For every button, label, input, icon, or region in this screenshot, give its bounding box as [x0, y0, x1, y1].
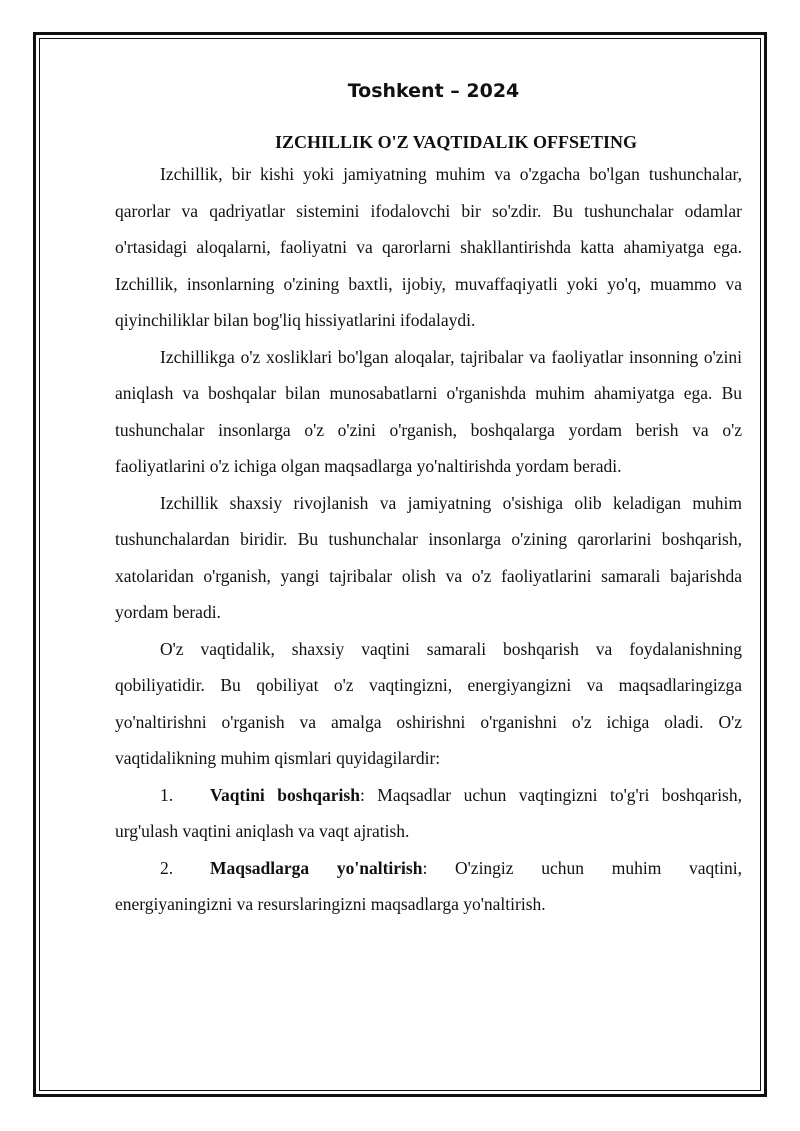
document-body [115, 76, 742, 923]
list-item-text: : Maqsadlar uchun vaqtingizni to'g'ri boshqarish, urg'ulash vaqtini aniqlash va vaqt ajratish. [115, 784, 742, 841]
list-item [115, 777, 742, 850]
paragraph-3: Izchillik shaxsiy rivojlanish va jamiyatning o'sishiga olib keladigan muhim tushunchalardan biridir. Bu tushunchalar insonlarga o'zining qarorlarini boshqarish, xatolaridan o'rganish, yangi tajribalar olish va o'z faoliyatlarini samarali bajarishda yordam beradi. [115, 492, 742, 622]
paragraph-1: Izchillik, bir kishi yoki jamiyatning muhim va o'zgacha bo'lgan tushunchalar, qarorlar va qadriyatlar sistemini ifodalovchi bir so'zdir. Bu tushunchalar odamlar o'rtasidagi aloqalarni, faoliyatni va qarorlarni shakllantirishda katta ahamiyatga ega. Izchillik, insonlarning o'zining baxtli, ijobiy, muvaffaqiyatli yoki yo'q, muammo va qiyinchiliklar bilan bog'liq hissiyatlarini ifodalaydi. [115, 164, 742, 330]
list-item-term: Vaqtini boshqarish [210, 784, 360, 805]
list-item [115, 850, 742, 923]
list-item-number: 2. [160, 857, 174, 878]
paragraph-4: O'z vaqtidalik, shaxsiy vaqtini samarali boshqarish va foydalanishning qobiliyatidir. Bu qobiliyat o'z vaqtingizni, energiyangizni va maqsadlaringizga yo'naltirishni o'rganish va amalga oshirishni o'rganishni o'z ichiga oladi. O'z vaqtidalikning muhim qismlari quyidagilardir: [115, 638, 742, 768]
list-item-number: 1. [160, 784, 174, 805]
place-year-heading: Toshkent – 2024 [347, 80, 520, 102]
document-title: IZCHILLIK O'Z VAQTIDALIK OFFSETING [275, 132, 637, 152]
paragraph-2: Izchillikga o'z xosliklari bo'lgan aloqalar, tajribalar va faoliyatlar insonning o'zini aniqlash va boshqalar bilan munosabatlarni o'rganishda muhim ahamiyatga ega. Bu tushunchalar insonlarga o'z o'zini o'rganish, boshqalarga yordam berish va o'z faoliyatlarini o'z ichiga olgan maqsadlarga yo'naltirishda yordam beradi. [115, 346, 742, 476]
list-item-text: : O'zingiz uchun muhim vaqtini, energiyaningizni va resurslaringizni maqsadlarga yo'naltirish. [115, 857, 742, 914]
list-item-term: Maqsadlarga yo'naltirish [210, 857, 423, 878]
